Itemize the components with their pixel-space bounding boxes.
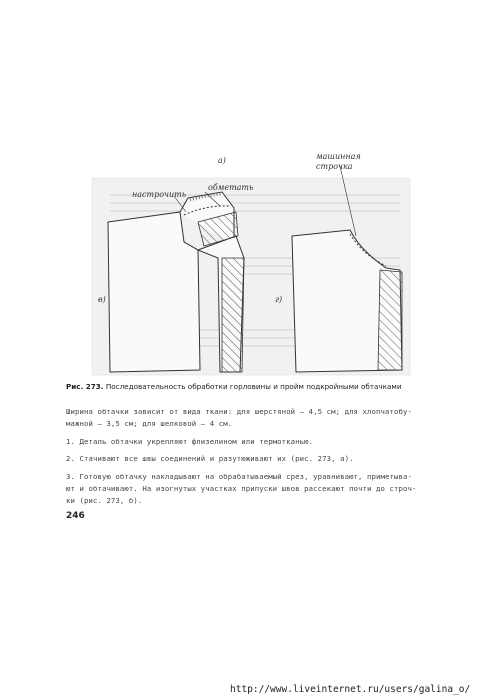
facing-hatch-left bbox=[222, 258, 244, 372]
list-item-3-line-3: ки (рис. 273, б). bbox=[66, 496, 143, 505]
list-item-3-line-2: ют и обтачивают. На изогнутых участках припуски швов рассекают почти до строч- bbox=[66, 484, 417, 493]
facing-hatch-right bbox=[378, 270, 402, 370]
label-v: в) bbox=[98, 295, 106, 304]
page-number: 246 bbox=[66, 511, 85, 521]
label-a: а) bbox=[218, 156, 226, 165]
label-g: г) bbox=[275, 295, 283, 304]
label-mashinnaya-line1: машинная bbox=[316, 152, 361, 161]
paragraph-line-2: мажной — 3,5 см; для шелковой — 4 см. bbox=[66, 419, 233, 428]
label-nastrochit: настрочить bbox=[132, 190, 187, 199]
label-mashinnaya-line2: строчка bbox=[316, 162, 353, 171]
label-obmetat: обметать bbox=[208, 183, 254, 192]
list-item-2: 2. Стачивают все швы соединений и разутюживают их (рис. 273, а). bbox=[66, 454, 354, 463]
caption-number: Рис. 273. bbox=[66, 382, 104, 391]
caption-text: Последовательность обработки горловины и пройм подкройными обтачками bbox=[105, 382, 402, 391]
list-item-3-line-1: 3. Готовую обтачку накладывают на обрабатываемый срез, уравнивают, приметыва- bbox=[66, 472, 412, 481]
paragraph-line-1: Ширина обтачки зависит от вида ткани: для шерстяной — 4,5 см; для хлопчатобу- bbox=[66, 407, 412, 416]
footer-url[interactable]: http://www.liveinternet.ru/users/galina_o/ bbox=[230, 684, 471, 695]
list-item-1: 1. Деталь обтачки укрепляют флизелином или термотканью. bbox=[66, 437, 314, 446]
figure-caption bbox=[66, 382, 446, 391]
